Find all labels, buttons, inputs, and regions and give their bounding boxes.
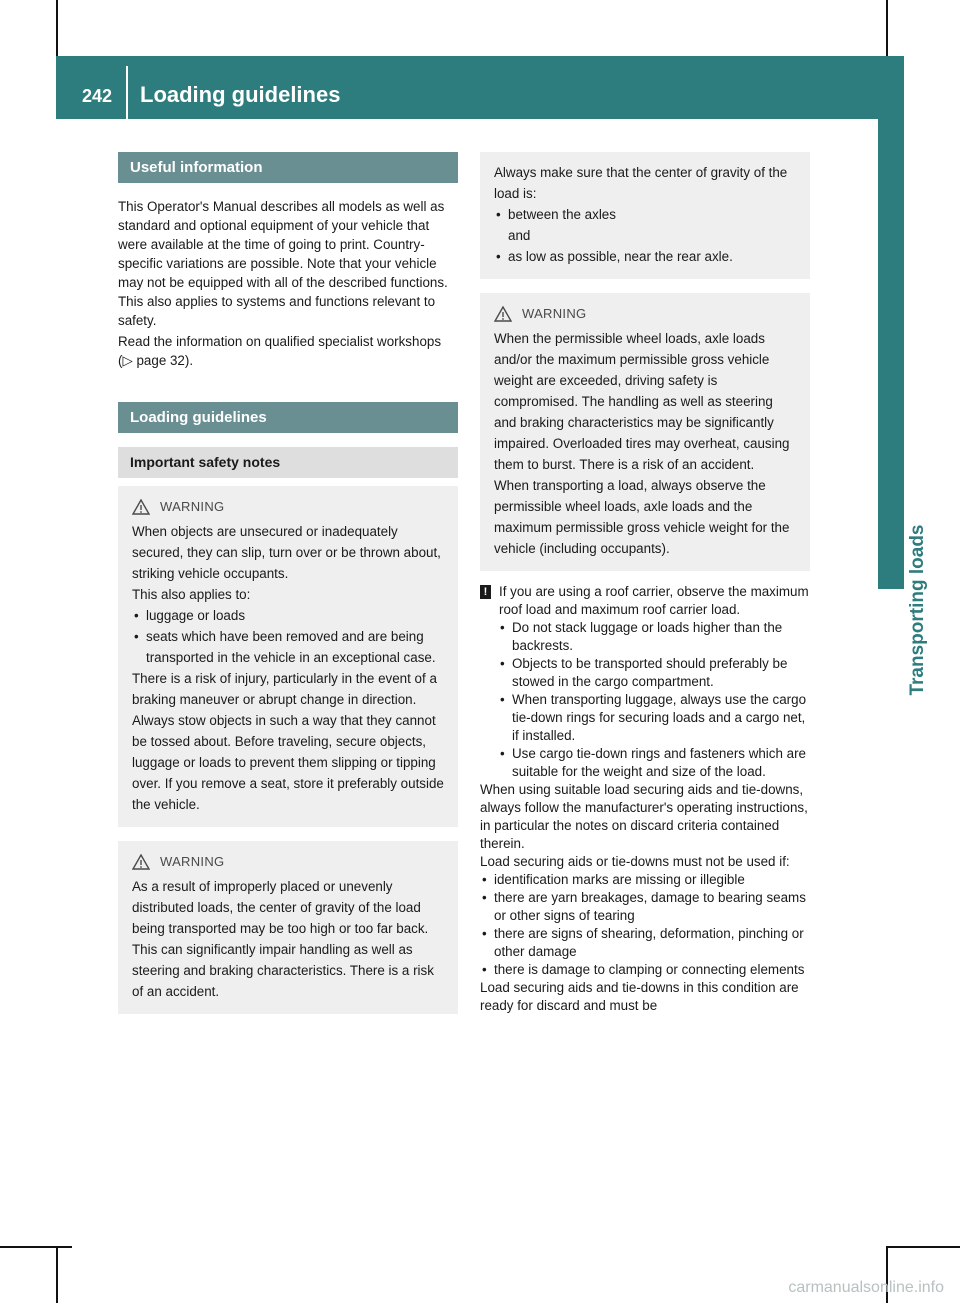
warning-triangle-icon — [132, 854, 150, 870]
section-heading: Loading guidelines — [118, 402, 458, 433]
warning-label: WARNING — [522, 306, 587, 321]
loading-rules-list — [480, 619, 810, 781]
page-number: 242 — [82, 86, 113, 106]
warning-text: There is a risk of injury, particularly in the event of a braking maneuver or abrupt change in direction. — [132, 671, 437, 707]
warning-box-overload — [480, 293, 810, 571]
warning-header — [494, 303, 796, 324]
warning-text: When the permissible wheel loads, axle loads and/or the maximum permissible gross vehicle weight are exceeded, driving safety is compromised. The handling as well as steering and braking characteristics may be significantly impaired. Overloaded tires may overheat, causing them to burst. There is a risk of an accident. — [494, 331, 790, 472]
watermark: carmanualsonline.info — [788, 1279, 944, 1296]
box-text: and — [508, 228, 531, 243]
warning-text: This also applies to: — [132, 587, 251, 602]
warning-box-center-of-gravity — [118, 841, 458, 1014]
closing-paragraph: Load securing aids and tie-downs in this condition are ready for discard and must be — [480, 980, 799, 1013]
workshop-reference: Read the information on qualified specialist workshops (▷ page 32). — [118, 334, 442, 368]
note-text: If you are using a roof carrier, observe the maximum roof load and maximum roof carrier load. — [499, 584, 809, 617]
right-column — [480, 152, 810, 1015]
list-item: • Do not stack luggage or loads higher than the backrests. — [498, 619, 810, 655]
warning-header — [132, 851, 444, 872]
not-used-intro: Load securing aids or tie-downs must not be used if: — [480, 854, 790, 869]
center-of-gravity-box — [480, 152, 810, 279]
left-column — [118, 152, 458, 1022]
crop-mark-bottom-left-horizontal — [0, 1246, 72, 1248]
crop-mark-bottom-left-vertical — [56, 1246, 58, 1303]
warning-triangle-icon — [132, 499, 150, 515]
list-item: • When transporting luggage, always use the cargo tie-down rings for securing loads and a cargo net, if installed. — [498, 691, 810, 745]
warning-label: WARNING — [160, 499, 225, 514]
crop-mark-top-left-vertical — [56, 0, 58, 56]
useful-information-heading: Useful information — [118, 152, 458, 183]
spacer — [118, 372, 458, 386]
header-title: Loading guidelines — [140, 82, 341, 107]
crop-mark-top-right-vertical — [886, 0, 888, 56]
subsection-heading: Important safety notes — [118, 447, 458, 478]
warning-text: When transporting a load, always observe the permissible wheel loads, axle loads and the maximum permissible gross vehicle weight for the vehicle (including occupants). — [494, 478, 790, 556]
useful-paragraph: This Operator's Manual describes all models as well as standard and optional equipment of your vehicle that were available at the time of going to print. Country-specific variations are possible. Note that your vehicle may not be equipped with all of the described functions. This also applies to systems and functions relevant to safety. — [118, 199, 448, 328]
side-tab-label: Transporting loads — [907, 524, 928, 696]
crop-mark-bottom-right-horizontal — [886, 1246, 960, 1248]
list-item: • luggage or loads — [132, 605, 444, 626]
discard-criteria-list — [480, 871, 810, 979]
warning-text: Always stow objects in such a way that they cannot be tossed about. Before traveling, secure objects, luggage or loads to prevent them slipping or tipping over. If you remove a seat, store it preferably outside the vehicle. — [132, 713, 444, 812]
list-item: • there are yarn breakages, damage to bearing seams or other signs of tearing — [480, 889, 810, 925]
list-item: • identification marks are missing or illegible — [480, 871, 810, 889]
header-divider — [126, 66, 128, 119]
list-item: • as low as possible, near the rear axle. — [494, 246, 796, 267]
tie-down-paragraph: When using suitable load securing aids and tie-downs, always follow the manufacturer's operating instructions, in particular the notes on discard criteria contained therein. — [480, 782, 808, 851]
warning-text: When objects are unsecured or inadequately secured, they can slip, turn over or be thrown about, striking vehicle occupants. — [132, 524, 441, 581]
list-item: • Use cargo tie-down rings and fasteners which are suitable for the weight and size of the load. — [498, 745, 810, 781]
warning-triangle-icon — [494, 306, 512, 322]
list-item: • Objects to be transported should preferably be stowed in the cargo compartment. — [498, 655, 810, 691]
warning-box-unsecured-objects — [118, 486, 458, 827]
warning-text: As a result of improperly placed or unevenly distributed loads, the center of gravity of the load being transported may be too high or too far back. This can significantly impair handling as well as steering and braking characteristics. There is a risk of an accident. — [132, 879, 434, 999]
box-text: Always make sure that the center of gravity of the load is: — [494, 165, 788, 201]
side-tab-band — [878, 119, 904, 589]
list-item: • seats which have been removed and are being transported in the vehicle in an exceptional case. — [132, 626, 444, 668]
list-item: • between the axles — [494, 204, 796, 225]
attention-icon: ! — [480, 585, 491, 599]
list-item: • there are signs of shearing, deformation, pinching or other damage — [480, 925, 810, 961]
list-item: • there is damage to clamping or connecting elements — [480, 961, 810, 979]
warning-header — [132, 496, 444, 517]
warning-label: WARNING — [160, 854, 225, 869]
roof-carrier-note — [480, 583, 810, 619]
